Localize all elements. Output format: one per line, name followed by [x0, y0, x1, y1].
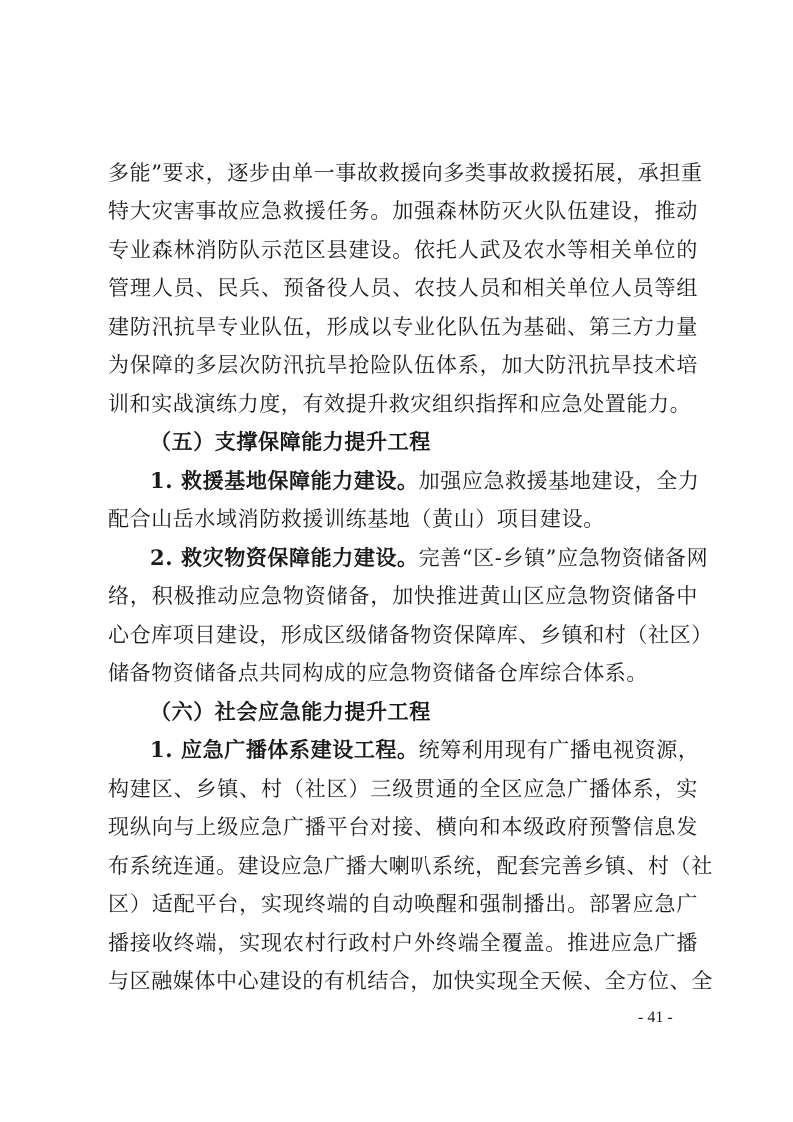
item-first-line: [150, 735, 698, 765]
section-heading: （五）支撑保障能力提升工程: [150, 429, 431, 454]
paragraph-line: 播接收终端，实现农村行政村户外终端全覆盖。推进应急广播: [108, 931, 698, 955]
item-title: 2. 救灾物资保障能力建设。: [150, 545, 419, 570]
paragraph-line: 布系统连通。建设应急广播大喇叭系统，配套完善乡镇、村（社: [108, 854, 713, 878]
paragraph-line: 与区融媒体中心建设的有机结合，加快实现全天候、全方位、全: [108, 969, 713, 993]
paragraph-line: 络，积极推动应急物资储备，加快推进黄山区应急物资储备中: [108, 584, 698, 608]
paragraph-line: 建防汛抗旱专业队伍，形成以专业化队伍为基础、第三方力量: [108, 315, 698, 339]
page-number: - 41 -: [638, 1009, 673, 1026]
paragraph-line: 为保障的多层次防汛抗旱抢险队伍体系，加大防汛抗旱技术培: [108, 353, 698, 377]
paragraph-line: 构建区、乡镇、村（社区）三级贯通的全区应急广播体系，实: [108, 777, 698, 801]
item-text: 加强应急救援基地建设，全力: [418, 469, 700, 493]
paragraph-line: 训和实战演练力度，有效提升救灾组织指挥和应急处置能力。: [108, 392, 692, 416]
section-heading: （六）社会应急能力提升工程: [150, 699, 431, 724]
paragraph-line: 储备物资储备点共同构成的应急物资储备仓库综合体系。: [108, 661, 648, 685]
item-text: 统筹利用现有广播电视资源，: [418, 738, 700, 762]
paragraph-line: 区）适配平台，实现终端的自动唤醒和强制播出。部署应急广: [108, 892, 698, 916]
item-title: 1. 救援基地保障能力建设。: [150, 468, 419, 493]
paragraph-line: 管理人员、民兵、预备役人员、农技人员和相关单位人员等组: [108, 276, 698, 300]
paragraph-line: 专业森林消防队示范区县建设。依托人武及农水等相关单位的: [108, 238, 698, 262]
paragraph-line: 多能”要求，逐步由单一事故救援向多类事故救援拓展，承担重: [108, 161, 703, 185]
item-text: 完善“区-乡镇”应急物资储备网: [418, 546, 709, 570]
item-first-line: [150, 543, 709, 573]
item-first-line: [150, 466, 698, 496]
paragraph-line: 心仓库项目建设，形成区级储备物资保障库、乡镇和村（社区）: [108, 623, 713, 647]
paragraph-line: 特大灾害事故应急救援任务。加强森林防灭火队伍建设，推动: [108, 199, 698, 223]
paragraph-line: 配合山岳水域消防救援训练基地（黄山）项目建设。: [108, 507, 605, 531]
item-title: 1. 应急广播体系建设工程。: [150, 737, 419, 762]
paragraph-line: 现纵向与上级应急广播平台对接、横向和本级政府预警信息发: [108, 815, 698, 839]
